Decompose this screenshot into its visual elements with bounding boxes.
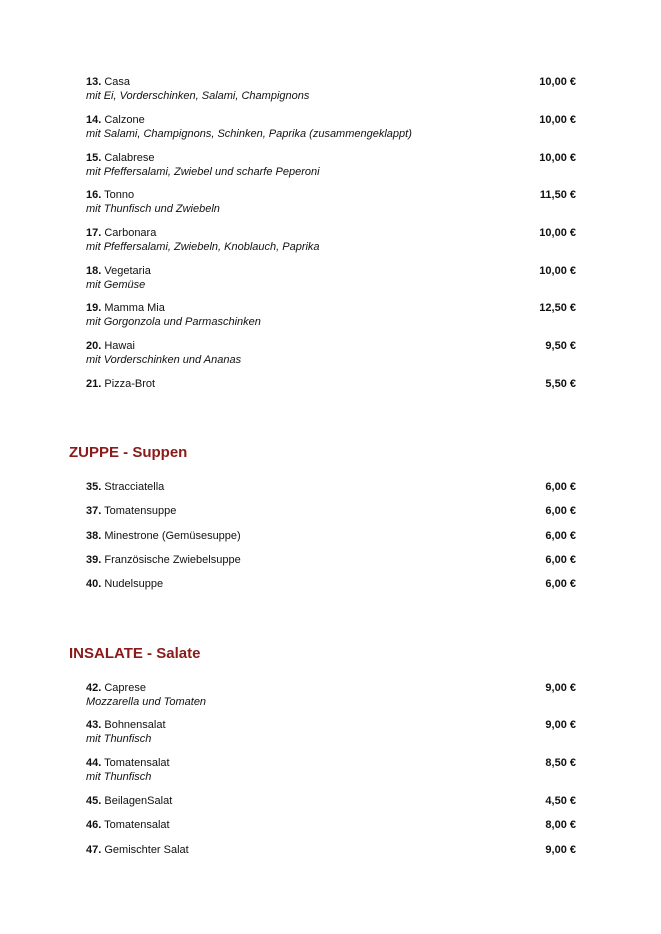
menu-item xyxy=(86,265,576,292)
item-name: 18. Vegetaria xyxy=(86,265,151,277)
item-name: 38. Minestrone (Gemüsesuppe) xyxy=(86,530,241,542)
item-name: 45. BeilagenSalat xyxy=(86,795,173,807)
menu-item xyxy=(86,378,576,391)
item-name: 20. Hawai xyxy=(86,340,135,352)
item-name: 46. Tomatensalat xyxy=(86,819,170,831)
menu-item xyxy=(86,340,576,367)
item-price: 6,00 € xyxy=(545,578,576,590)
item-name: 19. Mamma Mia xyxy=(86,302,165,314)
item-price: 5,50 € xyxy=(545,378,576,390)
menu-item xyxy=(86,189,576,216)
item-description: mit Gemüse xyxy=(86,279,146,291)
menu-item xyxy=(86,302,576,329)
item-description: mit Pfeffersalami, Zwiebeln, Knoblauch, Paprika xyxy=(86,241,320,253)
item-name: 21. Pizza-Brot xyxy=(86,378,156,390)
item-description: Mozzarella und Tomaten xyxy=(86,696,207,708)
menu-item xyxy=(86,530,576,543)
item-price: 6,00 € xyxy=(545,481,576,493)
menu-item xyxy=(86,554,576,567)
item-name: 39. Französische Zwiebelsuppe xyxy=(86,554,241,566)
item-description: mit Vorderschinken und Ananas xyxy=(86,354,242,366)
item-name: 37. Tomatensuppe xyxy=(86,505,177,517)
item-price: 6,00 € xyxy=(545,505,576,517)
menu-item xyxy=(86,682,576,709)
item-price: 9,50 € xyxy=(545,340,576,352)
item-price: 4,50 € xyxy=(545,795,576,807)
menu-item xyxy=(86,844,576,857)
item-price: 10,00 € xyxy=(539,76,576,88)
item-name: 15. Calabrese xyxy=(86,152,155,164)
item-price: 6,00 € xyxy=(545,554,576,566)
item-name: 17. Carbonara xyxy=(86,227,157,239)
item-description: mit Pfeffersalami, Zwiebel und scharfe Peperoni xyxy=(86,166,320,178)
menu-item xyxy=(86,819,576,832)
item-name: 14. Calzone xyxy=(86,114,145,126)
item-name: 43. Bohnensalat xyxy=(86,719,166,731)
menu-item xyxy=(86,795,576,808)
item-name: 40. Nudelsuppe xyxy=(86,578,164,590)
menu-item xyxy=(86,481,576,494)
menu-item xyxy=(86,114,576,141)
item-name: 42. Caprese xyxy=(86,682,146,694)
menu-item xyxy=(86,719,576,746)
item-price: 10,00 € xyxy=(539,114,576,126)
item-name: 16. Tonno xyxy=(86,189,135,201)
menu-item xyxy=(86,152,576,179)
item-description: mit Gorgonzola und Parmaschinken xyxy=(86,316,261,328)
item-description: mit Thunfisch und Zwiebeln xyxy=(86,203,220,215)
item-name: 13. Casa xyxy=(86,76,131,88)
item-name: 44. Tomatensalat xyxy=(86,757,170,769)
item-price: 9,00 € xyxy=(545,844,576,856)
item-price: 10,00 € xyxy=(539,152,576,164)
menu-item xyxy=(86,76,576,103)
item-description: mit Thunfisch xyxy=(86,733,152,745)
item-price: 8,50 € xyxy=(545,757,576,769)
item-description: mit Ei, Vorderschinken, Salami, Champignons xyxy=(86,90,310,102)
item-name: 35. Stracciatella xyxy=(86,481,165,493)
section-heading-soups: ZUPPE - Suppen xyxy=(69,444,188,461)
menu-item xyxy=(86,757,576,784)
item-price: 11,50 € xyxy=(539,189,576,201)
item-name: 47. Gemischter Salat xyxy=(86,844,189,856)
item-price: 9,00 € xyxy=(545,682,576,694)
item-price: 10,00 € xyxy=(539,227,576,239)
menu-item xyxy=(86,227,576,254)
item-description: mit Salami, Champignons, Schinken, Paprika (zusammengeklappt) xyxy=(86,128,412,140)
item-description: mit Thunfisch xyxy=(86,771,152,783)
item-price: 9,00 € xyxy=(545,719,576,731)
item-price: 12,50 € xyxy=(539,302,576,314)
menu-item xyxy=(86,578,576,591)
menu-item xyxy=(86,505,576,518)
item-price: 8,00 € xyxy=(545,819,576,831)
item-price: 6,00 € xyxy=(545,530,576,542)
item-price: 10,00 € xyxy=(539,265,576,277)
section-heading-salads: INSALATE - Salate xyxy=(69,645,201,662)
